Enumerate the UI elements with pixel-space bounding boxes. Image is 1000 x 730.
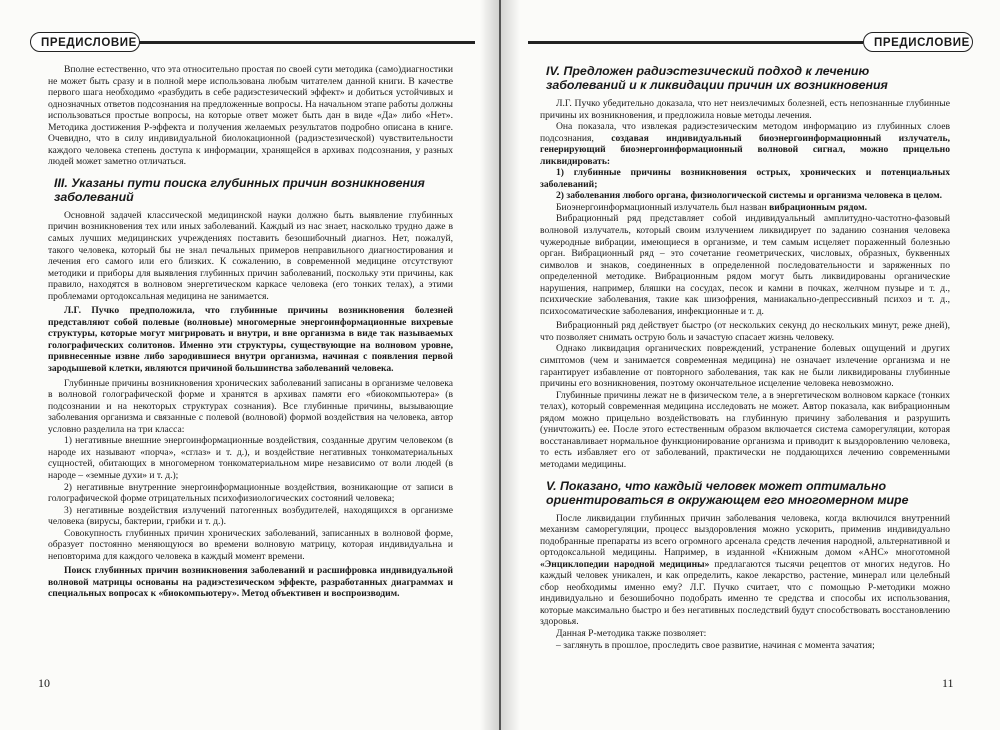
paragraph-lead: Она показала, что извлекая радиэстезическим методом информацию из глубинных слоев подсознания,: [540, 121, 950, 144]
right-paragraph: Вибрационный ряд представляет собой индивидуальный амплитудно-частотно-фазовый волновой излучатель, который своим излучением ликвидирует по заданию сознания человека чужеродные вибрации, имеющиеся в организме, и тем самым исцеляет пораженный болезнью орган. Вибрационный ряд – это сочетание геометрических, числовых, образных, буквенных символов и знаков, соединенных в определенной последовательности и заряженных по определенной методике. Вибрационным рядом могут быть ликвидированы органические нарушения, например, бляшки на сосудах, песок и камни в почках, желчном пузыре и т. д., психические заболевания, такие как шизофрения, маниакально-депрессивный психоз и т. д., психосоматические заболевания, инфекционные и т. д.: [540, 213, 950, 317]
left-header-label: ПРЕДИСЛОВИЕ: [30, 32, 140, 52]
right-paragraph: Однако ликвидация органических повреждений, устранение болевых ощущений и других симптомов (чем и занимается современная медицина) не означает излечение организма и не гарантирует избавление от повторного заболевания, так как не были ликвидированы глубинные причины его возникновения, поэтому окончательное исцеление человека невозможно.: [540, 343, 950, 390]
left-paragraph: Вполне естественно, что эта относительно простая по своей сути методика (само)диагностики не может быть сразу и в полной мере использована любым читателем данной книги. В качестве первого шага необходимо «разбудить в себе радиэстезический эффект» и добиться устойчивых и однозначных ответов подсознания на предложенные вопросы. На начальном этапе работы должны использоваться простые вопросы, на которые ответ может быть дан в виде «Да» либо «Нет». Методика достижения Р-эффекта и получения желаемых результатов подробно описана в книге. Очевидно, что в силу индивидуальной биолокационной (радиэстезической) чувствительности каждого человека степень доступа к информации, хранящейся в архивах подсознания, у разных людей может заметно отличаться.: [48, 64, 453, 168]
left-header-rule: [130, 41, 475, 44]
section-heading-4: IV. Предложен радиэстезический подход к лечению заболеваний и к ликвидации причин их возникновения: [546, 64, 888, 92]
right-page: [500, 0, 1000, 730]
paragraph-bold-span: создавая индивидуальный биоэнергоинформационный излучатель, генерирующий биоэнергоинформационный волновой сигнал, можно прицельно ликвидировать:: [540, 132, 950, 167]
paragraph-lead: После ликвидации глубинных причин заболевания человека, когда включился внутренний механизм саморегуляции, процесс выздоровления можно ускорить, применив индивидуально подобранные препараты из всего огромного арсенала средств лечения народной, альтернативной и ортодоксальной медицины. Например, в изданной «Книжным домом «АНС» многотомной: [540, 512, 950, 559]
paragraph-bold-span: «Энциклопедии народной медицины»: [540, 558, 710, 570]
section-heading-3: III. Указаны пути поиска глубинных причин возникновения заболеваний: [54, 175, 425, 204]
left-paragraph: Совокупность глубинных причин хронических заболеваний, записанных в волновой форме, образует постоянно меняющуюся во времени волновую матрицу, которая индивидуальна и неповторима для каждого человека в каждый момент времени.: [48, 527, 453, 562]
list-item-2: 2) негативные внутренние энергоинформационные воздействия, возникающие от записи в голографической форме отрицательных психофизиологических состояний человека;: [48, 481, 453, 505]
left-paragraph: Глубинные причины возникновения хронических заболеваний записаны в организме человека в волновой голографической форме и хранятся в архивах памяти его «биокомпьютера» (в подсознании и на некоторых структурах сознания). Все глубинные причины, вызывающие заболевания организма и связанные с полевой (волновой) формой воздействия на человека, автор условно разделила на три класса:: [48, 377, 453, 435]
right-paragraph: Вибрационный ряд действует быстро (от нескольких секунд до нескольких минут, реже дней), что позволяет снимать острую боль и зачастую спасает жизнь человеку.: [540, 320, 950, 343]
left-running-header: [30, 32, 475, 54]
right-paragraph: [540, 121, 950, 167]
right-body-text: [540, 64, 950, 651]
right-header-label: ПРЕДИСЛОВИЕ: [863, 32, 973, 52]
left-body-text: [48, 64, 453, 600]
right-header-rule: [528, 41, 863, 44]
list-item-dash: – заглянуть в прошлое, проследить свое развитие, начиная с момента зачатия;: [556, 639, 875, 651]
left-paragraph: Основной задачей классической медицинской науки должно быть выявление глубинных причин возникновения тех или иных заболеваний. Каждый из нас знает, насколько трудно даже в самых лучших медицинских учреждениях поставить безошибочный диагноз. Нет, пожалуй, такого человека, который бы не знал печальных примеров неправильного диагностирования и лечения его самого или его близких. К сожалению, в современной медицине отсутствуют методики и приборы для выявления глубинных причин заболеваний, поскольку эти причины, как правило, находятся в волновом энергетическом каркасе человека (его тонких телах), а этими проблемами ортодоксальная медицина не занимается.: [48, 209, 453, 302]
gutter-shadow-left: [480, 0, 500, 730]
paragraph-lead: Биоэнергоинформационный излучатель был назван: [556, 201, 767, 213]
right-paragraph: Данная Р-методика также позволяет:: [556, 627, 707, 639]
page-number-left: 10: [38, 676, 50, 690]
right-paragraph: [540, 202, 950, 214]
right-paragraph: Глубинные причины лежат не в физическом теле, а в энергетическом волновом каркасе (тонких телах), который современная медицина исследовать не может. Автор показала, как вибрационным рядом можно прицельно воздействовать на глубинную причину заболевания и разрушить (уничтожить) ее. После этого естественным образом включается система саморегуляции, которая восстанавливает нормальное функционирование организма и приводит к выздоровлению человека, то есть избавляет его от заболеваний, практически не поддающихся лечению современными методами медицины.: [540, 389, 950, 470]
paragraph-tail: предлагаются тысячи рецептов от многих недугов. Но каждый человек уникален, и как определить, какое лекарство, растение, минерал или целебный сбор необходимы именно ему? Л.Г. Пучко считает, что с помощью Р-методики можно индивидуально и безошибочно подобрать именно те средства и способы их использования, которые максимально быстро и без негативных последствий будут способствовать восстановлению здоровья.: [540, 558, 950, 628]
right-running-header: [528, 32, 973, 54]
list-item-bold-2: 2) заболевания любого органа, физиологической системы и организма человека в целом.: [556, 190, 943, 202]
paragraph-bold-span: вибрационным рядом.: [769, 201, 868, 213]
list-item-3: 3) негативные воздействия излучений патогенных возбудителей, находящихся в организме человека (вирусы, бактерии, грибки и т. д.).: [48, 504, 453, 528]
right-paragraph: [540, 513, 950, 628]
gutter-shadow-right: [500, 0, 520, 730]
list-item-bold-1: 1) глубинные причины возникновения острых, хронических и потенциальных заболеваний;: [540, 167, 950, 190]
section-heading-5: V. Показано, что каждый человек может оптимально ориентироваться в окружающем его многомерном мире: [546, 478, 909, 507]
list-item-1: 1) негативные внешние энергоинформационные воздействия, созданные другим человеком (в народе их называют «порча», «сглаз» и т. д.), и воздействие негативных тонкоматериальных сущностей, обитающих в многомерном тонкоматериальном мире независимо от воли людей (в народе – «земные духи» и т. д.);: [48, 435, 453, 481]
right-paragraph: Л.Г. Пучко убедительно доказала, что нет неизлечимых болезней, есть непознанные глубинные причины их возникновения, и предложила новые методы лечения.: [540, 98, 950, 121]
page-number-right: 11: [942, 676, 954, 690]
book-spine-seam: [499, 0, 501, 730]
left-paragraph-bold: Поиск глубинных причин возникновения заболеваний и расшифровка индивидуальной волновой матрицы основаны на радиэстезическом эффекте, разработанных диаграммах и специальных вопросах к «биокомпьютеру». Метод объективен и воспроизводим.: [48, 565, 453, 600]
left-paragraph-bold: Л.Г. Пучко предположила, что глубинные причины возникновения болезней представляют собой полевые (волновые) многомерные энергоинформационные вихревые структуры, которые могут мигрировать и внутри, и вне организма в виде так называемых голографических солитонов. Именно эти структуры, существующие на волновом уровне, привнесенные извне либо зародившиеся внутри организма, начиная с появления первой зародышевой клетки, являются причиной большинства заболеваний человека.: [48, 305, 453, 375]
